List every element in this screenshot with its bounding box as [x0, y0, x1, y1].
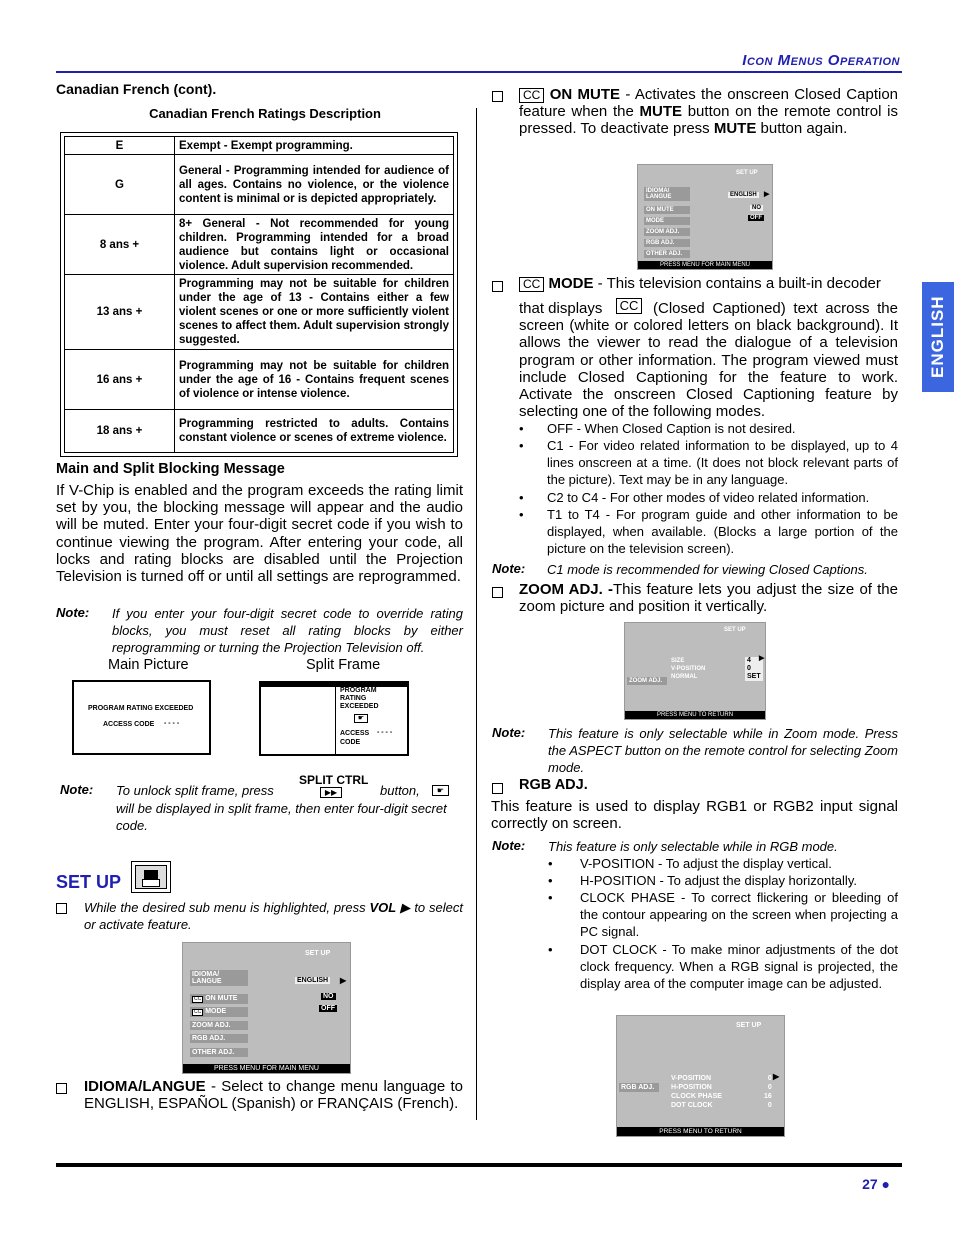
access-code-dashes: - - - -	[164, 720, 180, 727]
bullet-dot-icon: •	[548, 856, 553, 871]
footer-rule	[56, 1163, 902, 1167]
bullet-dot-icon: •	[519, 438, 524, 453]
menu-val-off: OFF	[321, 1005, 335, 1012]
rgb-values: 0 0 16 0	[764, 1075, 772, 1109]
arrow-right-icon: ▶	[759, 655, 765, 662]
idioma-text: IDIOMA/LANGUE - Select to change menu language to ENGLISH, ESPAÑOL (Spanish) or FRANÇAIS (French).	[84, 1078, 463, 1113]
setup-heading: SET UP	[56, 872, 122, 892]
menu-val-off: OFF	[750, 215, 762, 221]
rgb-menu-screen	[616, 1015, 785, 1137]
access-code-label: ACCESS CODE	[103, 721, 155, 728]
split-frame-block-screen	[259, 681, 409, 756]
menu-title: SET UP	[736, 1022, 762, 1029]
menu-item-rgb: RGB ADJ.	[619, 1083, 659, 1092]
rating-row	[65, 410, 454, 453]
menu-item-zoom: ZOOM ADJ.	[644, 228, 690, 236]
header-rule	[56, 71, 902, 73]
menu-footer: PRESS MENU TO RETURN	[625, 711, 765, 719]
split-ctrl-label: SPLIT CTRL	[299, 773, 369, 787]
zoom-checkbox	[492, 584, 511, 602]
setup-menu-screen	[182, 942, 351, 1074]
idioma-checkbox	[56, 1080, 75, 1098]
language-tab: ENGLISH	[922, 282, 954, 392]
mode-bullet-item: C1 - For video related information to be displayed, up to 4 lines onscreen at a time. (It does not block relevant parts of the picture). Text may be in any language.	[547, 438, 898, 487]
rating-row	[65, 350, 454, 410]
rgb-bullet-item: CLOCK PHASE - To correct flickering or bleeding of the contour appearing on the screen when projecting a PC signal.	[580, 890, 898, 939]
rating-code: 18 ans +	[65, 410, 175, 453]
menu-item-mode: CC MODE	[190, 1007, 248, 1017]
split-divider	[335, 687, 336, 756]
bullet-dot-icon: •	[519, 490, 524, 505]
rgb-labels: V-POSITION H-POSITION CLOCK PHASE DOT CLOCK	[671, 1075, 722, 1109]
rgb-heading: RGB ADJ.	[519, 777, 588, 793]
page-number: 27 ●	[862, 1176, 890, 1192]
bullet-dot-icon: •	[548, 942, 553, 957]
rating-description: General - Programming intended for audience of all ages. Contains no violence, or the violence content is minimal or is depicted appropriately.	[175, 155, 454, 215]
note-split-a: To unlock split frame, press	[116, 783, 274, 798]
zoom-text: ZOOM ADJ. -This feature lets you adjust the size of the zoom picture and position it vertically.	[519, 581, 898, 616]
mode-text-c: (Closed Captioned) text across the screen (white or colored letters on black background). It allows the viewer to read the dialogue of a television program or other information. The program viewed must include Closed Captioning for the feature to work. Activate the onscreen Closed Captioning feature by selecting one of the following modes.	[519, 300, 898, 421]
rgb-bullet-item: V-POSITION - To adjust the display vertical.	[580, 856, 832, 871]
menu-footer: PRESS MENU TO RETURN	[617, 1127, 784, 1136]
blocking-heading: Main and Split Blocking Message	[56, 461, 285, 477]
mode-text-b: that displays	[519, 300, 603, 317]
menu-item-other: OTHER ADJ.	[190, 1048, 248, 1057]
rating-code: G	[65, 155, 175, 215]
menu-footer: PRESS MENU FOR MAIN MENU	[638, 261, 772, 269]
mode-bullet-item: T1 to T4 - For program guide and other information to be displayed, when available. (Blocks a large portion of the picture on the television screen).	[547, 507, 898, 556]
note-split-c: will be displayed in split frame, then enter four-digit secret code.	[116, 801, 447, 834]
bullet-dot-icon: •	[519, 507, 524, 522]
rating-row	[65, 275, 454, 350]
note-override: If you enter your four-digit secret code to override rating blocks, you must reset all rating blocks by either reprogramming or turning the Projection Television off.	[112, 606, 463, 656]
rating-row	[65, 137, 454, 155]
menu-item-idioma: IDIOMA/ LANGUE	[190, 970, 248, 986]
hand-icon: ☛	[432, 785, 449, 796]
menu-item-zoom: ZOOM ADJ.	[627, 677, 667, 685]
menu-item-onmute: CC ON MUTE	[190, 994, 248, 1004]
note-label-2: Note:	[60, 782, 94, 797]
rating-code: E	[65, 137, 175, 155]
rating-code: 8 ans +	[65, 215, 175, 275]
block-message: PROGRAM RATING EXCEEDED	[88, 705, 194, 712]
mode-checkbox	[492, 278, 511, 296]
setup-icon	[131, 861, 171, 893]
split-access-code: ACCESS CODE	[340, 730, 370, 746]
cc-icon: CC	[616, 298, 642, 314]
rating-description: Programming may not be suitable for children under the age of 16 - Contains frequent scenes of violence or intense violence.	[175, 350, 454, 410]
hand-icon: ☛	[354, 714, 368, 723]
menu-val-english: ENGLISH	[730, 192, 757, 198]
note-cc: C1 mode is recommended for viewing Closed Captions.	[547, 562, 868, 577]
bullet-dot-icon: •	[548, 873, 553, 888]
note-zoom: This feature is only selectable while in Zoom mode. Press the ASPECT button on the remote control for selecting Zoom mode.	[548, 726, 898, 776]
rgb-checkbox	[492, 780, 511, 798]
rating-row	[65, 155, 454, 215]
rating-description: Exempt - Exempt programming.	[175, 137, 454, 155]
main-picture-label: Main Picture	[108, 657, 189, 673]
split-frame-label: Split Frame	[306, 657, 381, 673]
section-title: Icon Menus Operation	[742, 52, 900, 69]
split-block-message: PROGRAM RATING EXCEEDED	[340, 687, 379, 710]
menu-item-idioma: IDIOMA/ LANGUE	[644, 187, 690, 201]
rating-row	[65, 215, 454, 275]
note-label: Note:	[56, 605, 90, 620]
menu-title: SET UP	[305, 950, 331, 957]
rating-code: 16 ans +	[65, 350, 175, 410]
split-access-dashes: - - - -	[377, 729, 393, 736]
onmute-checkbox	[492, 88, 511, 106]
menu-footer: PRESS MENU FOR MAIN MENU	[183, 1064, 350, 1073]
note-label-rgb: Note:	[492, 838, 526, 853]
onmute-menu-screen	[637, 164, 773, 270]
mode-bullet-item: OFF - When Closed Caption is not desired.	[547, 421, 796, 436]
rating-description: 8+ General - Not recommended for young children. Programming intended for a broad audience but contains light or occasional violence. Adult supervision recommended.	[175, 215, 454, 275]
bullet-dot-icon: •	[519, 421, 524, 436]
bullet-dot-icon: •	[548, 890, 553, 905]
table-title: Canadian French Ratings Description	[149, 106, 381, 121]
onmute-text: CC ON MUTE - Activates the onscreen Closed Caption feature when the MUTE button on the remote control is pressed. To deactivate press MUTE button again.	[519, 86, 899, 138]
blocking-text: If V-Chip is enabled and the program exceeds the rating limit set by you, the blocking message will appear and the audio will be muted. Enter your four-digit secret code if you wish to continue viewing the program. After entering your code, all locks and rating blocks are disabled until the Projection Television is turned off or until all settings are reprogrammed.	[56, 482, 463, 586]
rgb-bullet-item: DOT CLOCK - To make minor adjustments of the dot clock frequency. When a RGB signal is projected, the display area of the computer image can be adjusted.	[580, 942, 898, 991]
split-ctrl-button-icon: ▶▶	[320, 787, 342, 798]
bullet-dot-icon: ●	[881, 1176, 890, 1192]
mode-bullet-item: C2 to C4 - For other modes of video related information.	[547, 490, 870, 505]
subhead-canadian-french: Canadian French (cont).	[56, 81, 217, 97]
note-label-cc: Note:	[492, 561, 526, 576]
menu-val-no: NO	[323, 993, 334, 1000]
setup-instruction: While the desired sub menu is highlighted, press VOL ▶ to select or activate feature.	[84, 900, 464, 933]
menu-item-zoom: ZOOM ADJ.	[190, 1021, 248, 1030]
menu-val-english: ENGLISH	[297, 977, 329, 984]
menu-title: SET UP	[724, 627, 746, 633]
zoom-menu-screen	[624, 622, 766, 720]
menu-val-no: NO	[752, 205, 761, 211]
menu-item-other: OTHER ADJ.	[644, 250, 690, 258]
menu-item-mode: MODE	[644, 217, 690, 225]
rating-description: Programming restricted to adults. Contains constant violence or scenes of extreme violence.	[175, 410, 454, 453]
rgb-text: This feature is used to display RGB1 or RGB2 input signal correctly on screen.	[491, 798, 898, 833]
menu-title: SET UP	[736, 170, 758, 176]
rating-code: 13 ans +	[65, 275, 175, 350]
ratings-table	[64, 136, 454, 453]
note-split-b: button,	[380, 783, 420, 798]
zoom-labels: SIZE V-POSITION NORMAL	[671, 658, 706, 680]
ratings-table-frame	[60, 132, 458, 457]
note-rgb: This feature is only selectable while in RGB mode.	[548, 839, 838, 854]
arrow-right-icon: ▶	[764, 191, 770, 198]
note-label-zoom: Note:	[492, 725, 526, 740]
menu-item-rgb: RGB ADJ.	[190, 1034, 248, 1043]
main-picture-block-screen	[72, 680, 211, 755]
rating-description: Programming may not be suitable for children under the age of 13 - Contains either a few violent scenes or one or more sufficiently violent scenes to affect them. Adult supervision strongly suggested.	[175, 275, 454, 350]
arrow-right-icon: ▶	[340, 976, 347, 985]
menu-item-rgb: RGB ADJ.	[644, 239, 690, 247]
menu-item-onmute: ON MUTE	[644, 206, 690, 214]
column-divider	[476, 108, 477, 1120]
setup-bullet-checkbox	[56, 900, 75, 918]
arrow-right-icon: ▶	[773, 1072, 780, 1081]
mode-text-a: CC MODE - This television contains a built-in decoder	[519, 275, 898, 292]
rgb-bullet-item: H-POSITION - To adjust the display horizontally.	[580, 873, 857, 888]
zoom-values: 4 0 SET	[747, 657, 761, 680]
